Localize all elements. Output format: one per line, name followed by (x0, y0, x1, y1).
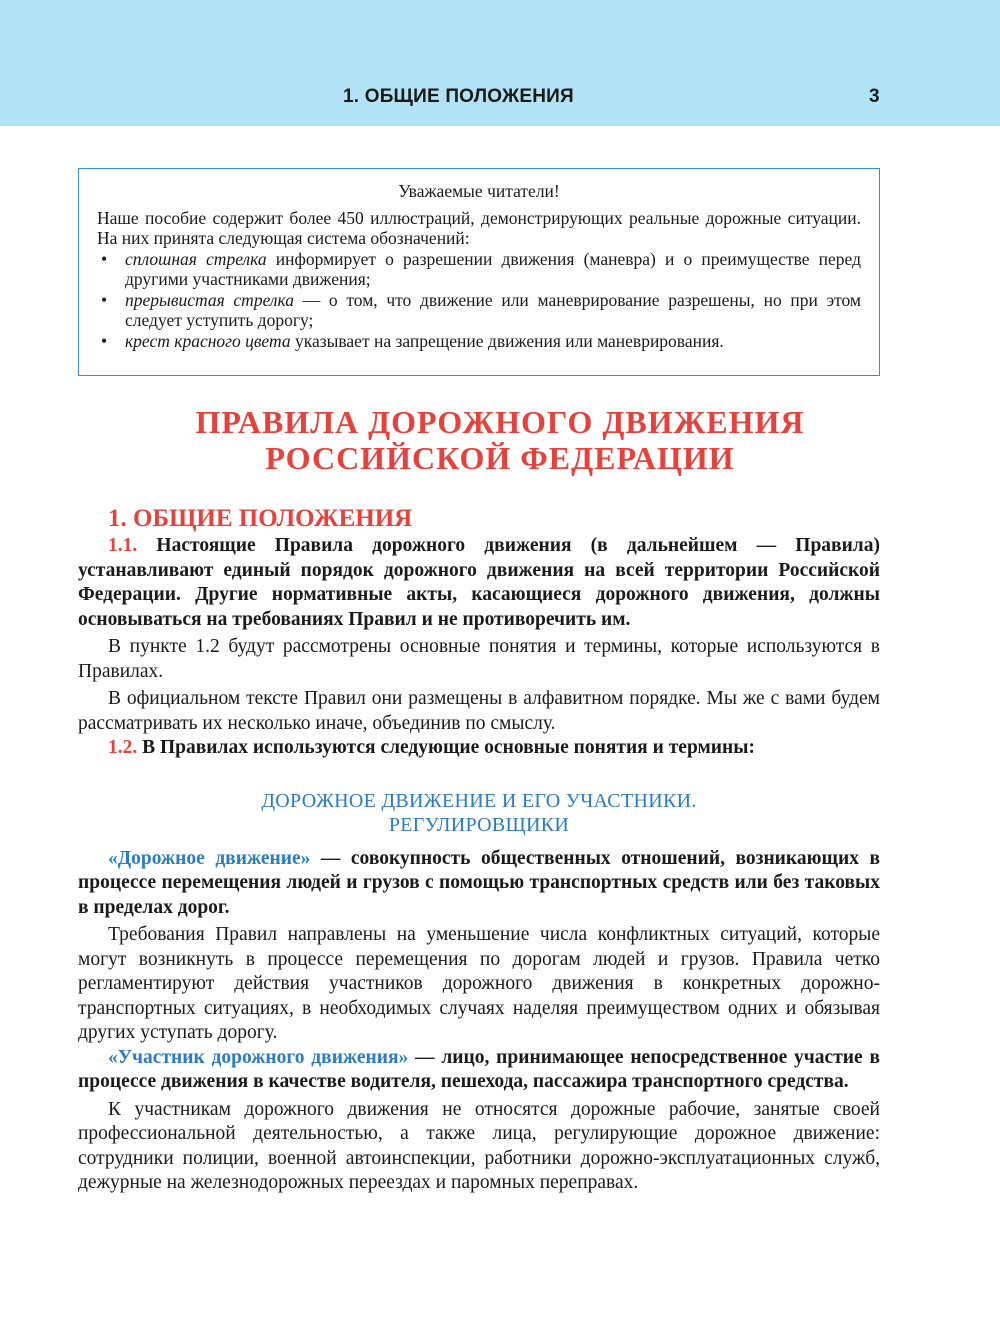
definition-road-traffic (78, 847, 880, 921)
definition-term: «Участник дорожного движения» (108, 1046, 409, 1068)
subsection-title-line: РЕГУЛИРОВЩИКИ (388, 813, 570, 836)
notice-heading: Уважаемые читатели! (398, 181, 560, 201)
notice-item (97, 290, 861, 331)
main-title (0, 404, 1000, 476)
paragraph: В пункте 1.2 будут рассмотрены основные понятия и термины, которые используются в Правилах. (78, 636, 880, 682)
bullet-icon: • (101, 289, 108, 310)
subsection-title (78, 789, 880, 837)
section-title: 1. ОБЩИЕ ПОЛОЖЕНИЯ (108, 505, 413, 532)
notice-item-term: крест красного цвета (125, 330, 291, 351)
header-band (0, 0, 1000, 126)
clause-number: 1.1. (108, 535, 138, 556)
main-title-line: РОССИЙСКОЙ ФЕДЕРАЦИИ (265, 440, 735, 476)
definition-traffic-participant (78, 1046, 880, 1095)
paragraph: Требования Правил направлены на уменьшение числа конфликтных ситуаций, которые могут возникнуть в процессе перемещения по дорогам людей и грузов. Правила четко регламентируют действия участников дорожного движения в конкретных дорожно-транспортных ситуациях, в необходимых случаях наделяя преимуществом одних и обязывая других уступать дорогу. (78, 924, 880, 1043)
definition-text: — лицо, принимающее непосредственное участие в процессе движения в качестве водителя, пешехода, пассажира транспортного средства. (78, 1046, 880, 1092)
page-number: 3 (869, 86, 880, 107)
notice-item-text: указывает на запрещение движения или маневрирования. (290, 330, 724, 351)
definition-term: «Дорожное движение» (108, 847, 311, 869)
definition-text: — совокупность общественных отношений, возникающих в процессе перемещения людей и грузов с помощью транспортных средств или без таковых в пределах дорог. (78, 847, 880, 918)
readers-notice-box (78, 168, 880, 376)
main-title-line: ПРАВИЛА ДОРОЖНОГО ДВИЖЕНИЯ (195, 404, 805, 440)
notice-item (97, 331, 861, 352)
notice-intro: Наше пособие содержит более 450 иллюстраций, демонстрирующих реальные дорожные ситуации. На них принята следующая система обозначений: (97, 207, 861, 248)
paragraph: В официальном тексте Правил они размещены в алфавитном порядке. Мы же с вами будем рассматривать их несколько иначе, объединив по смыслу. (78, 688, 880, 734)
notice-item-term: сплошная стрелка (125, 248, 267, 269)
notice-item-text: информирует о разрешении движения (маневра) и о преимуществе перед другими участниками движения; (125, 248, 861, 289)
notice-list (97, 249, 861, 352)
running-header-title: 1. ОБЩИЕ ПОЛОЖЕНИЯ (343, 86, 574, 107)
bullet-icon: • (101, 330, 108, 351)
paragraph: К участникам дорожного движения не относятся дорожные рабочие, занятые своей профессиональной деятельностью, а также лица, регулирующие дорожное движение: сотрудники полиции, военной автоинспекции, работники дорожно-эксплуатационных служб, дежурные на железнодорожных переездах и паромных переправах. (78, 1098, 880, 1193)
paragraph-1-2 (78, 736, 880, 761)
bullet-icon: • (101, 248, 108, 269)
clause-number: 1.2. (108, 737, 138, 758)
paragraph-1-1 (78, 534, 880, 632)
notice-item-text: — о том, что движение или маневрирование разрешены, но при этом следует уступить дорогу; (125, 289, 861, 330)
notice-item (97, 249, 861, 290)
clause-text: В Правилах используются следующие основные понятия и термины: (137, 737, 755, 758)
main-content (78, 504, 880, 1196)
clause-text: Настоящие Правила дорожного движения (в дальнейшем — Правила) устанавливают единый порядок дорожного движения на всей территории Российской Федерации. Другие нормативные акты, касающиеся дорожного движения, должны основываться на требованиях Правил и не противоречить им. (78, 535, 880, 630)
notice-item-term: прерывистая стрелка (125, 289, 295, 310)
subsection-title-line: ДОРОЖНОЕ ДВИЖЕНИЕ И ЕГО УЧАСТНИКИ. (261, 789, 697, 812)
